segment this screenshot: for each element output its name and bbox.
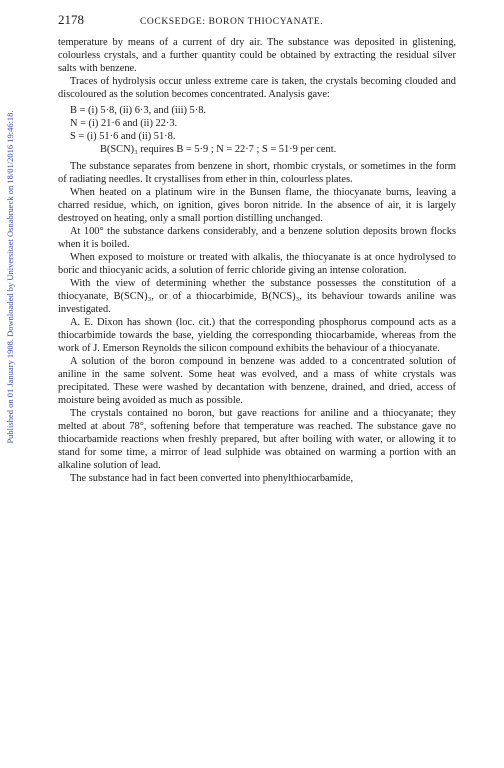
analysis-sulphur: S = (i) 51·6 and (ii) 51·8.	[70, 131, 176, 142]
paragraph-7: With the view of determining whether the substance possesses the constitution of a thiocyanate, B(SCN)₃, or of a thiocarbimide, B(NCS)₃, its behaviour towards aniline was investigated.	[58, 278, 456, 315]
paragraph-10: The crystals contained no boron, but gave reactions for aniline and a thiocyanate; they melted at about 78°, softening before that temperature was reached. The substance gave no thiocarbamide reactions when freshly prepared, but after boiling with water, or allowing it to stand for some time, a mirror of lead sulphide was obtained on warming a portion with an alkaline solution of lead.	[58, 408, 456, 471]
paragraph-8: A. E. Dixon has shown (loc. cit.) that the corresponding phosphorus compound acts as a thiocarbimide towards the base, yielding the corresponding thiocarbamide, whereas from the work of J. Emerson Reynolds the silicon compound exhibits the behaviour of a thiocyanate.	[58, 317, 456, 354]
paragraph-11: The substance had in fact been converted into phenylthiocarbamide,	[70, 473, 354, 484]
page-header	[58, 12, 456, 36]
analysis-boron: B = (i) 5·8, (ii) 6·3, and (iii) 5·8.	[70, 105, 207, 116]
side-note-text: Published on 01 January 1908. Downloaded by Universitaet Osnabrueck on 18/01/2016 19:46:18.	[5, 110, 15, 444]
paragraph-2: Traces of hydrolysis occur unless extreme care is taken, the crystals becoming clouded and discoloured as the solution becomes concentrated. Analysis gave:	[58, 76, 456, 100]
paragraph-3: The substance separates from benzene in short, rhombic crystals, or sometimes in the form of radiating needles. It crystallises from ether in thin, colourless plates.	[58, 161, 456, 185]
analysis-nitrogen: N = (i) 21·6 and (ii) 22·3.	[70, 118, 178, 129]
paragraph-4: When heated on a platinum wire in the Bunsen flame, the thiocyanate burns, leaving a charred residue, which, on ignition, gives boron nitride. In the absence of air, it is largely destroyed on heating, only a small portion distilling unchanged.	[58, 187, 456, 224]
running-title: COCKSEDGE: BORON THIOCYANATE.	[140, 17, 324, 27]
paragraph-6: When exposed to moisture or treated with alkalis, the thiocyanate is at once hydrolysed to boric and thiocyanic acids, a solution of ferric chloride giving an intense coloration.	[58, 252, 456, 276]
journal-page	[58, 12, 456, 485]
analysis-requires: B(SCN)₃ requires B = 5·9 ; N = 22·7 ; S = 51·9 per cent.	[100, 144, 337, 155]
publication-side-note	[4, 52, 16, 502]
analysis-results	[58, 104, 456, 156]
page-number: 2178	[58, 12, 84, 27]
body-text	[58, 36, 456, 485]
paragraph-1: temperature by means of a current of dry air. The substance was deposited in glistening, colourless crystals, and a further quantity could be obtained by extracting the residual silver salts with benzene.	[58, 37, 456, 74]
paragraph-5: At 100° the substance darkens considerably, and a benzene solution deposits brown flocks when it is boiled.	[58, 226, 456, 250]
paragraph-9: A solution of the boron compound in benzene was added to a concentrated solution of aniline in the same solvent. Some heat was evolved, and a mass of white crystals was precipitated. These were washed by decantation with benzene, drained, and dried, access of moisture being avoided as much as possible.	[58, 356, 456, 406]
